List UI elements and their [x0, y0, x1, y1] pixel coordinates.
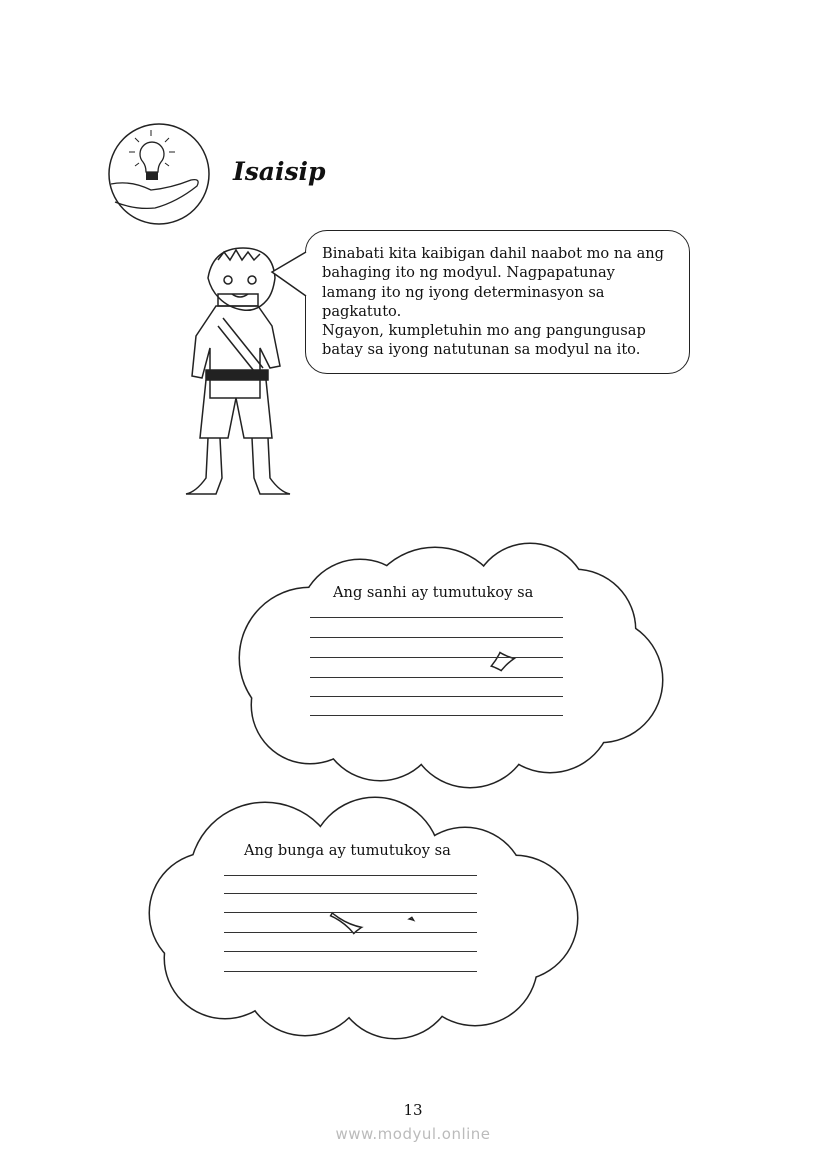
- bubble-line: Binabati kita kaibigan dahil naabot mo na ang: [322, 245, 665, 262]
- answer-line[interactable]: [224, 951, 477, 952]
- bubble-line: Ngayon, kumpletuhin mo ang pangungusap: [322, 322, 646, 340]
- answer-line[interactable]: [224, 971, 477, 972]
- answer-line[interactable]: [224, 875, 477, 876]
- watermark: www.modyul.online: [335, 1125, 491, 1143]
- bubble-line: bahaging ito ng modyul. Nagpapatunay: [322, 264, 615, 282]
- bubble-line: batay sa iyong natutunan sa modyul na ito.: [322, 341, 641, 359]
- speech-bubble-tail: [270, 250, 308, 300]
- answer-line[interactable]: [224, 893, 477, 894]
- answer-line[interactable]: [310, 617, 563, 618]
- speech-bubble-text: [322, 244, 692, 360]
- answer-line[interactable]: [224, 932, 477, 933]
- effect-cloud-shape: [145, 793, 590, 1048]
- section-title: Isaisip: [233, 157, 326, 186]
- answer-line[interactable]: [310, 696, 563, 697]
- answer-line[interactable]: [310, 715, 563, 716]
- lightbulb-hand-icon: [105, 122, 215, 226]
- answer-line[interactable]: [310, 637, 563, 638]
- answer-line[interactable]: [310, 657, 563, 658]
- answer-line[interactable]: [310, 677, 563, 678]
- cause-cloud-shape: [230, 540, 675, 800]
- answer-line[interactable]: [224, 912, 477, 913]
- cause-prompt: Ang sanhi ay tumutukoy sa: [333, 584, 534, 601]
- bubble-line: lamang ito ng iyong determinasyon sa: [322, 283, 605, 301]
- effect-prompt: Ang bunga ay tumutukoy sa: [244, 842, 451, 859]
- page-number: 13: [403, 1101, 423, 1119]
- bubble-line: pagkatuto.: [322, 302, 402, 320]
